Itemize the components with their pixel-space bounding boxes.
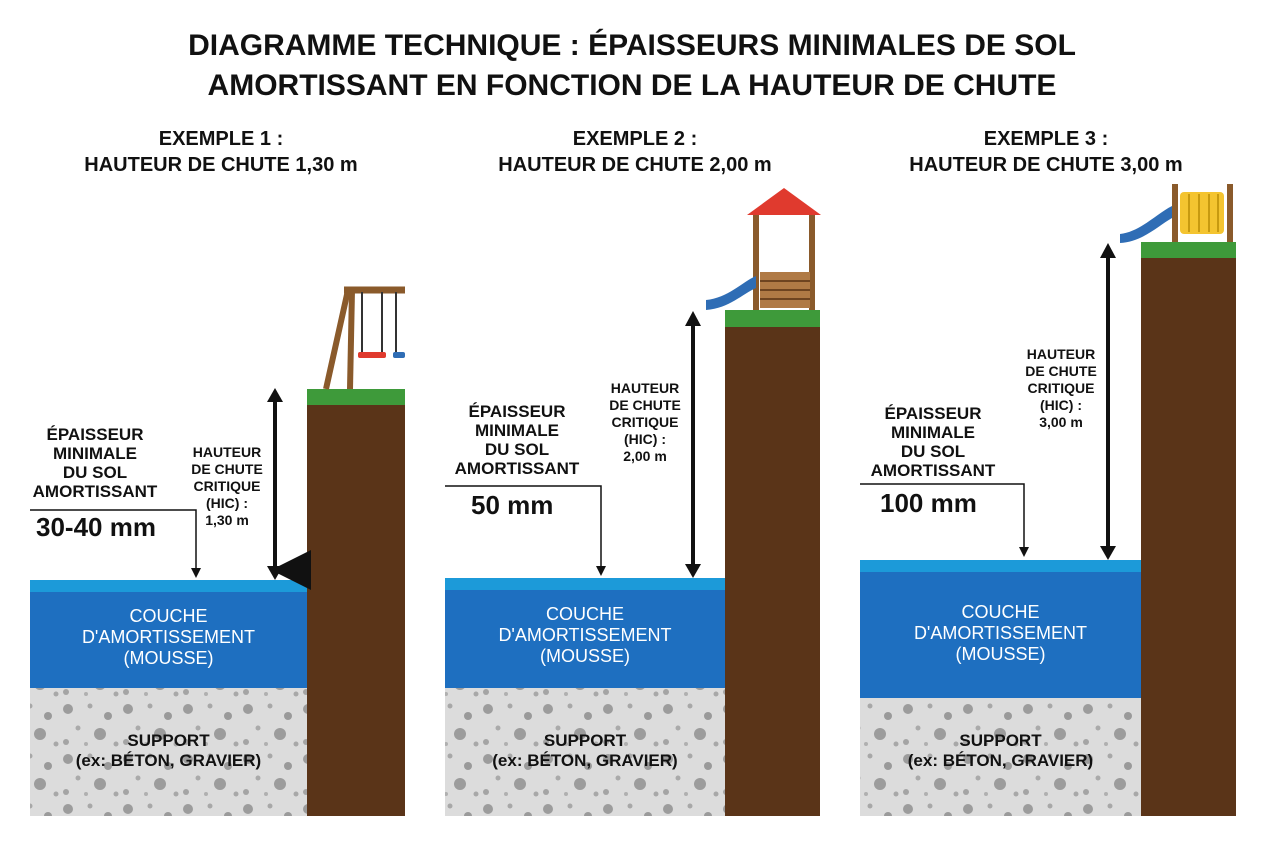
title-line-1: DIAGRAMME TECHNIQUE : ÉPAISSEURS MINIMALES DE SOL: [188, 29, 1076, 62]
soil-column-3: [1141, 242, 1236, 816]
foam-label-2: COUCHE D'AMORTISSEMENT (MOUSSE): [498, 604, 672, 666]
swing-set-icon: [326, 290, 405, 389]
title-line-2: AMORTISSANT EN FONCTION DE LA HAUTEUR DE CHUTE: [207, 69, 1057, 102]
example-1-title: EXEMPLE 1 : HAUTEUR DE CHUTE 1,30 m: [84, 128, 358, 176]
foam-label-1: COUCHE D'AMORTISSEMENT (MOUSSE): [81, 606, 256, 668]
grass-2: [725, 310, 820, 327]
foam-label-3: COUCHE D'AMORTISSEMENT (MOUSSE): [913, 602, 1088, 664]
thickness-label-3: ÉPAISSEUR MINIMALE DU SOL AMORTISSANT: [870, 404, 996, 480]
support-label-3: SUPPORT (ex: BÉTON, GRAVIER): [907, 731, 1094, 770]
example-3-title: EXEMPLE 3 : HAUTEUR DE CHUTE 3,00 m: [909, 128, 1183, 176]
support-label-1: SUPPORT (ex: BÉTON, GRAVIER): [75, 731, 262, 770]
slide-tower-icon: [706, 188, 821, 310]
foam-layer-2-top: [445, 578, 725, 590]
thickness-label-1: ÉPAISSEUR MINIMALE DU SOL AMORTISSANT: [32, 425, 158, 501]
hic-label-1: HAUTEUR DE CHUTE CRITIQUE (HIC) : 1,30 m: [191, 444, 263, 528]
soil-column-2: [725, 310, 820, 816]
soil-column-1: [307, 389, 405, 816]
support-label-2: SUPPORT (ex: BÉTON, GRAVIER): [492, 731, 678, 770]
thickness-label-2: ÉPAISSEUR MINIMALE DU SOL AMORTISSANT: [454, 402, 580, 478]
grass-1: [307, 389, 405, 405]
thickness-value-3: 100 mm: [880, 488, 977, 518]
climbing-tower-icon: [1120, 184, 1230, 243]
foam-layer-1-top: [30, 580, 307, 592]
hic-label-2: HAUTEUR DE CHUTE CRITIQUE (HIC) : 2,00 m: [609, 380, 681, 464]
thickness-value-2: 50 mm: [471, 490, 554, 520]
example-2-title: EXEMPLE 2 : HAUTEUR DE CHUTE 2,00 m: [498, 128, 772, 176]
foam-layer-3-top: [860, 560, 1141, 572]
hic-label-3: HAUTEUR DE CHUTE CRITIQUE (HIC) : 3,00 m: [1025, 346, 1097, 430]
thickness-value-1: 30-40 mm: [36, 512, 156, 542]
grass-3: [1141, 242, 1236, 258]
